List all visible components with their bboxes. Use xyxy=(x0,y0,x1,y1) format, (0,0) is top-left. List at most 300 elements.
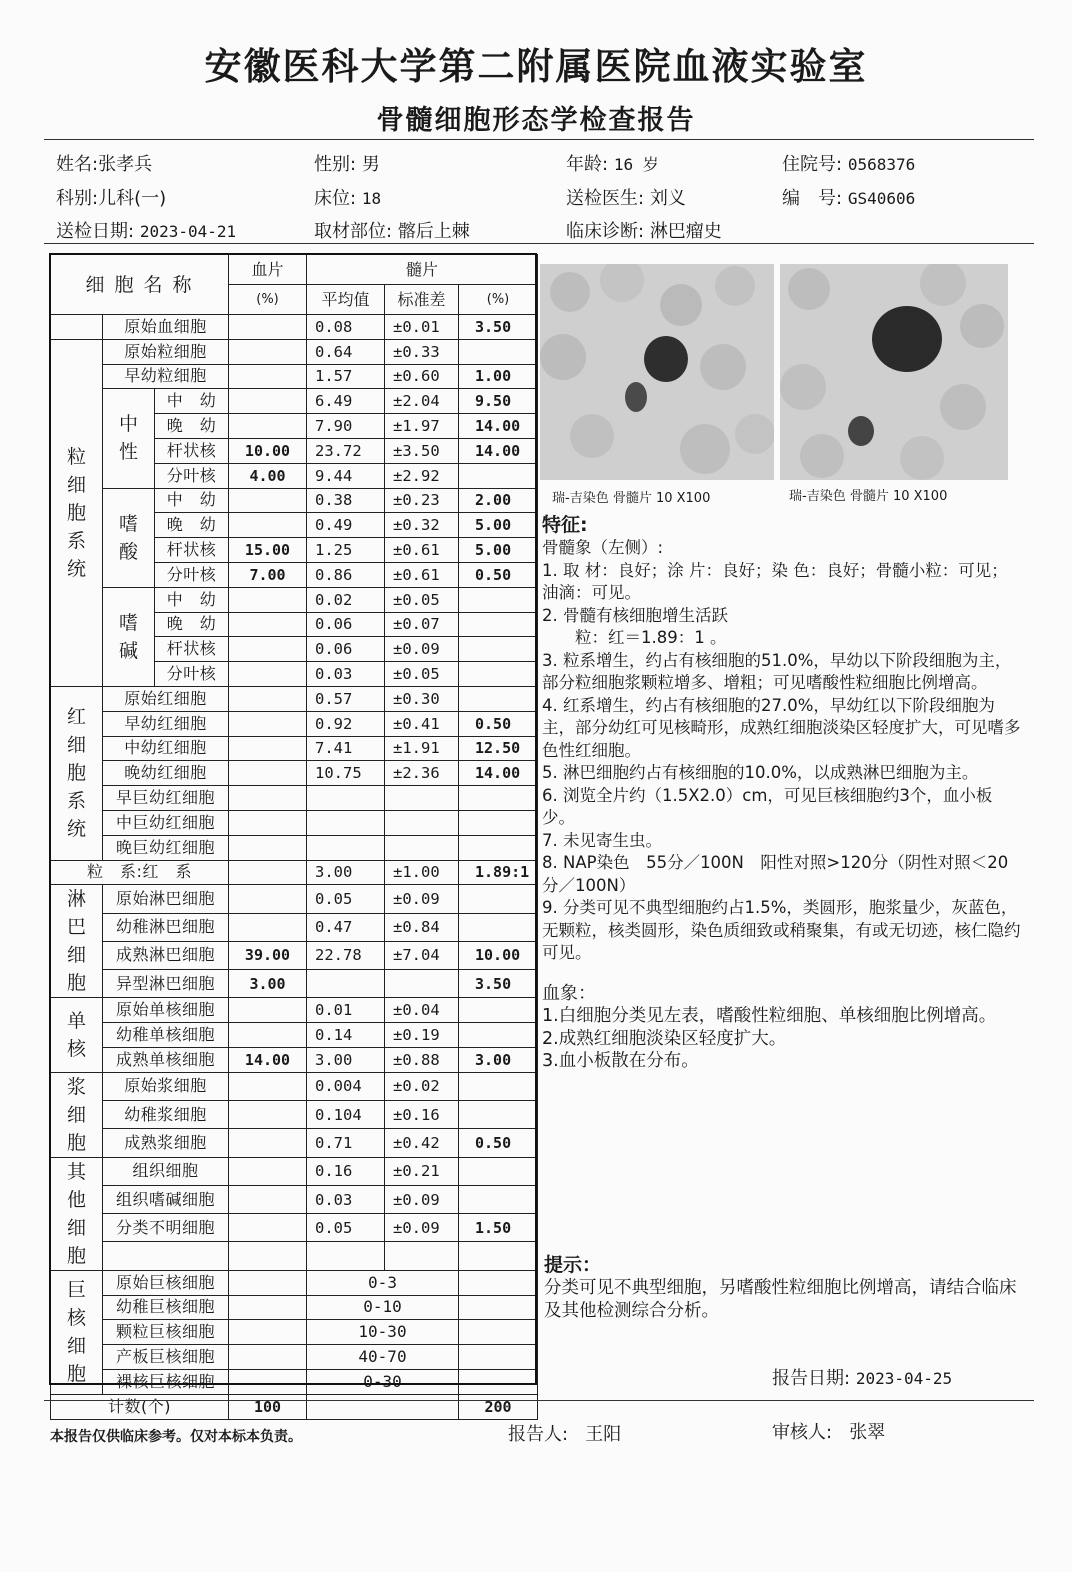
finding-line: 5. 淋巴细胞约占有核细胞的10.0%，以成熟淋巴细胞为主。 xyxy=(542,763,979,782)
mean-value: 0.71 xyxy=(307,1129,385,1157)
marrow-value: 0.50 xyxy=(459,562,538,587)
mean-value xyxy=(307,810,385,835)
mean-value: 0.06 xyxy=(307,612,385,637)
blood-value xyxy=(229,761,307,786)
table-row xyxy=(51,1185,538,1213)
blood-value xyxy=(229,860,307,885)
sd-value: ±0.33 xyxy=(385,339,459,364)
row-label: 杆状核 xyxy=(155,438,229,463)
row-label: 晚幼红细胞 xyxy=(103,761,229,786)
finding-line: 4. 红系增生，约占有核细胞的27.0%，早幼红以下阶段细胞为主，部分幼红可见核畸形，成熟红细胞淡染区轻度扩大，可见嗜多色性红细胞。 xyxy=(542,695,1021,760)
sample-site: 髂后上棘 xyxy=(397,221,470,242)
sd-value: ±0.30 xyxy=(385,686,459,711)
table-row xyxy=(51,1101,538,1129)
blood-value xyxy=(229,339,307,364)
blood-value xyxy=(229,913,307,941)
reference-range: 0-10 xyxy=(307,1295,459,1320)
marrow-value: 3.00 xyxy=(459,1047,538,1072)
findings-title: 特征: xyxy=(542,514,588,536)
table-row xyxy=(51,786,538,811)
blood-value: 14.00 xyxy=(229,1047,307,1072)
marrow-heading: 骨髓象（左侧）: xyxy=(542,538,664,557)
table-row xyxy=(51,941,538,969)
sd-value xyxy=(385,835,459,860)
blood-value: 7.00 xyxy=(229,562,307,587)
subgroup-eos: 嗜酸 xyxy=(103,488,155,587)
blood-value xyxy=(229,637,307,662)
row-label: 早幼红细胞 xyxy=(103,711,229,736)
marrow-value xyxy=(459,1270,538,1295)
marrow-value: 2.00 xyxy=(459,488,538,513)
blood-value xyxy=(229,612,307,637)
table-row xyxy=(51,587,538,612)
marrow-value: 12.50 xyxy=(459,736,538,761)
clinical-diagnosis: 淋巴瘤史 xyxy=(649,221,722,242)
row-label: 晚 幼 xyxy=(155,612,229,637)
table-row xyxy=(51,1369,538,1394)
blood-value xyxy=(229,736,307,761)
table-row xyxy=(51,315,538,340)
marrow-value xyxy=(459,1101,538,1129)
sd-value: ±0.42 xyxy=(385,1129,459,1157)
mean-value: 0.16 xyxy=(307,1157,385,1185)
row-label: 幼稚巨核细胞 xyxy=(103,1295,229,1320)
row-label: 分叶核 xyxy=(155,463,229,488)
blood-value xyxy=(229,488,307,513)
table-row xyxy=(51,1072,538,1100)
sd-value: ±0.09 xyxy=(385,1185,459,1213)
marrow-value: 3.50 xyxy=(459,970,538,998)
blood-value xyxy=(229,389,307,414)
blood-value xyxy=(229,1320,307,1345)
marrow-value: 0.50 xyxy=(459,1129,538,1157)
mean-value xyxy=(307,1242,385,1270)
hint-block xyxy=(544,1250,1022,1323)
sd-value: ±1.00 xyxy=(385,860,459,885)
mean-value: 0.06 xyxy=(307,637,385,662)
blood-value xyxy=(229,1345,307,1370)
row-label: 中 幼 xyxy=(155,587,229,612)
marrow-value: 9.50 xyxy=(459,389,538,414)
row-label: 裸核巨核细胞 xyxy=(103,1369,229,1394)
marrow-value xyxy=(459,1295,538,1320)
finding-line: 9. 分类可见不典型细胞约占1.5%，类圆形，胞浆量少，灰蓝色，无颗粒，核类圆形，染色质细致或稍聚集，有或无切迹，核仁隐约可见。 xyxy=(542,898,1021,962)
info-rule xyxy=(44,243,1034,244)
marrow-value xyxy=(459,587,538,612)
sd-value: ±2.92 xyxy=(385,463,459,488)
header-blood: 血片 xyxy=(229,255,307,285)
blood-value: 3.00 xyxy=(229,970,307,998)
sd-value: ±0.05 xyxy=(385,662,459,687)
table-row xyxy=(51,1242,538,1270)
patient-sex: 男 xyxy=(361,154,380,175)
count-blood: 100 xyxy=(229,1394,307,1419)
sd-value: ±0.09 xyxy=(385,637,459,662)
blood-value xyxy=(229,1072,307,1100)
blood-value xyxy=(229,1023,307,1048)
group-ery: 红细胞系统 xyxy=(51,686,103,860)
count-label: 计数(个) xyxy=(51,1394,229,1419)
row-label: 晚 幼 xyxy=(155,414,229,439)
marrow-value xyxy=(459,1369,538,1394)
sd-value: ±0.02 xyxy=(385,1072,459,1100)
finding-line: 8. NAP染色 55分／100N 阳性对照>120分（阴性对照＜20分／100N） xyxy=(542,853,1009,895)
marrow-value xyxy=(459,1157,538,1185)
header-marrow: 髓片 xyxy=(307,255,538,285)
blood-value xyxy=(229,686,307,711)
group-blank xyxy=(51,315,103,340)
marrow-value: 3.50 xyxy=(459,315,538,340)
blood-value xyxy=(229,1185,307,1213)
finding-line: 2. 骨髓有核细胞增生活跃 xyxy=(542,605,728,625)
row-label: 杆状核 xyxy=(155,538,229,563)
bed-number: 18 xyxy=(361,189,382,208)
mean-value xyxy=(307,835,385,860)
table-row xyxy=(51,1345,538,1370)
mean-value: 0.03 xyxy=(307,1185,385,1213)
blood-value: 4.00 xyxy=(229,463,307,488)
marrow-value xyxy=(459,786,538,811)
blood-value: 15.00 xyxy=(229,538,307,563)
hospital-title: 安徽医科大学第二附属医院血液实验室 xyxy=(204,44,868,88)
blood-finding-line: 2.成熟红细胞淡染区轻度扩大。 xyxy=(542,1028,787,1049)
table-row xyxy=(51,711,538,736)
mean-value: 7.90 xyxy=(307,414,385,439)
table-row xyxy=(51,488,538,513)
blood-value xyxy=(229,1270,307,1295)
sd-value: ±0.21 xyxy=(385,1157,459,1185)
hint-text: 分类可见不典型细胞，另嗜酸性粒细胞比例增高，请结合临床及其他检测综合分析。 xyxy=(544,1278,1017,1321)
group-plasma: 浆细胞 xyxy=(51,1072,103,1157)
mean-value: 6.49 xyxy=(307,389,385,414)
row-label: 中 幼 xyxy=(155,488,229,513)
reference-range: 0-30 xyxy=(307,1369,459,1394)
marrow-value xyxy=(459,612,538,637)
header-rule xyxy=(44,139,1034,140)
cell-count-table xyxy=(50,254,538,1420)
group-gran: 粒细胞系统 xyxy=(51,339,103,686)
row-label: 幼稚淋巴细胞 xyxy=(103,913,229,941)
table-row xyxy=(51,1214,538,1242)
blood-value xyxy=(229,885,307,913)
mean-value: 0.01 xyxy=(307,998,385,1023)
sd-value: ±0.19 xyxy=(385,1023,459,1048)
blood-finding-line: 3.血小板散在分布。 xyxy=(542,1051,699,1071)
marrow-value xyxy=(459,810,538,835)
table-row xyxy=(51,970,538,998)
sd-value xyxy=(385,786,459,811)
header-mean: 平均值 xyxy=(307,285,385,315)
blood-finding-line: 1.白细胞分类见左表，嗜酸性粒细胞、单核细胞比例增高。 xyxy=(542,1006,997,1026)
micrograph-2 xyxy=(780,264,1008,480)
table-row xyxy=(51,761,538,786)
row-label: 颗粒巨核细胞 xyxy=(103,1320,229,1345)
row-label: 原始浆细胞 xyxy=(103,1072,229,1100)
table-row xyxy=(51,835,538,860)
header-marrow-pct: (%) xyxy=(459,285,538,315)
finding-line: 6. 浏览全片约（1.5X2.0）cm，可见巨核细胞约3个，血小板少。 xyxy=(542,785,993,827)
table-row xyxy=(51,1295,538,1320)
row-label: 分叶核 xyxy=(155,562,229,587)
marrow-value xyxy=(459,998,538,1023)
findings xyxy=(542,510,1024,1073)
disclaimer: 本报告仅供临床参考。仅对本标本负责。 xyxy=(50,1429,302,1445)
blood-value xyxy=(229,315,307,340)
mean-value: 3.00 xyxy=(307,860,385,885)
sd-value: ±0.07 xyxy=(385,612,459,637)
row-label: 成熟浆细胞 xyxy=(103,1129,229,1157)
finding-line: 粒：红＝1.89：1 。 xyxy=(542,628,727,647)
mean-value: 0.104 xyxy=(307,1101,385,1129)
row-label: 幼稚浆细胞 xyxy=(103,1101,229,1129)
blood-value xyxy=(229,1101,307,1129)
header-cell-name: 细 胞 名 称 xyxy=(51,255,229,315)
reference-range: 10-30 xyxy=(307,1320,459,1345)
sd-value: ±0.05 xyxy=(385,587,459,612)
blood-value xyxy=(229,662,307,687)
patient-name: 张孝兵 xyxy=(98,154,153,175)
subgroup-neut: 中性 xyxy=(103,389,155,488)
reference-range: 0-3 xyxy=(307,1270,459,1295)
row-label: 早巨幼红细胞 xyxy=(103,786,229,811)
mean-value: 10.75 xyxy=(307,761,385,786)
row-label: 原始巨核细胞 xyxy=(103,1270,229,1295)
table-row xyxy=(51,736,538,761)
group-mega: 巨核细胞 xyxy=(51,1270,103,1394)
mean-value: 0.38 xyxy=(307,488,385,513)
mean-value xyxy=(307,786,385,811)
row-label: 中 幼 xyxy=(155,389,229,414)
row-label: 粒 系:红 系 xyxy=(51,860,229,885)
report-title: 骨髓细胞形态学检查报告 xyxy=(376,105,696,136)
table-row xyxy=(51,1023,538,1048)
marrow-value xyxy=(459,1072,538,1100)
mean-value: 0.49 xyxy=(307,513,385,538)
sd-value: ±3.50 xyxy=(385,438,459,463)
row-label: 成熟单核细胞 xyxy=(103,1047,229,1072)
table-row xyxy=(51,885,538,913)
blood-value xyxy=(229,1129,307,1157)
marrow-value xyxy=(459,686,538,711)
count-row xyxy=(51,1394,538,1419)
mean-value: 0.05 xyxy=(307,885,385,913)
micrograph-1-caption: 瑞-吉染色 骨髓片 10 X100 xyxy=(552,491,711,506)
row-label: 原始血细胞 xyxy=(103,315,229,340)
mean-value: 0.47 xyxy=(307,913,385,941)
row-label: 组织嗜碱细胞 xyxy=(103,1185,229,1213)
row-label: 晚巨幼红细胞 xyxy=(103,835,229,860)
marrow-value xyxy=(459,1185,538,1213)
table-row xyxy=(51,1129,538,1157)
sd-value: ±1.97 xyxy=(385,414,459,439)
sd-value: ±1.91 xyxy=(385,736,459,761)
blood-value: 39.00 xyxy=(229,941,307,969)
sd-value: ±0.01 xyxy=(385,315,459,340)
table-row xyxy=(51,1157,538,1185)
sd-value: ±0.41 xyxy=(385,711,459,736)
marrow-value: 5.00 xyxy=(459,513,538,538)
finding-line: 1. 取 材：良好；涂 片：良好；染 色：良好；骨髓小粒：可见；油滴：可见。 xyxy=(542,560,1008,602)
blood-value xyxy=(229,786,307,811)
mean-value: 0.03 xyxy=(307,662,385,687)
micrograph-2-caption: 瑞-吉染色 骨髓片 10 X100 xyxy=(789,489,948,504)
marrow-value: 5.00 xyxy=(459,538,538,563)
row-label: 分类不明细胞 xyxy=(103,1214,229,1242)
row-label: 幼稚单核细胞 xyxy=(103,1023,229,1048)
sd-value: ±0.04 xyxy=(385,998,459,1023)
header-sd: 标准差 xyxy=(385,285,459,315)
hint-title: 提示： xyxy=(544,1254,602,1276)
admission-number: 0568376 xyxy=(847,155,916,174)
row-label: 原始红细胞 xyxy=(103,686,229,711)
row-label: 产板巨核细胞 xyxy=(103,1345,229,1370)
footer-rule xyxy=(44,1400,1034,1401)
mean-value: 9.44 xyxy=(307,463,385,488)
row-label: 分叶核 xyxy=(155,662,229,687)
mean-value: 7.41 xyxy=(307,736,385,761)
marrow-value: 14.00 xyxy=(459,414,538,439)
marrow-value xyxy=(459,463,538,488)
sd-value: ±0.60 xyxy=(385,364,459,389)
blood-value xyxy=(229,1157,307,1185)
blood-value xyxy=(229,998,307,1023)
blood-heading: 血象： xyxy=(542,982,596,1004)
mean-value: 1.57 xyxy=(307,364,385,389)
referring-doctor: 刘义 xyxy=(649,188,686,209)
mean-value: 1.25 xyxy=(307,538,385,563)
group-other: 其他细胞 xyxy=(51,1157,103,1270)
table-row xyxy=(51,339,538,364)
mean-value: 0.57 xyxy=(307,686,385,711)
sd-value xyxy=(385,970,459,998)
blood-value xyxy=(229,835,307,860)
sd-value: ±0.16 xyxy=(385,1101,459,1129)
blood-value xyxy=(229,513,307,538)
sd-value: ±0.32 xyxy=(385,513,459,538)
marrow-value: 0.50 xyxy=(459,711,538,736)
table-row xyxy=(51,1320,538,1345)
sample-code: GS40606 xyxy=(847,189,916,208)
marrow-value xyxy=(459,1345,538,1370)
marrow-value xyxy=(459,1320,538,1345)
sd-value xyxy=(385,1242,459,1270)
mean-value: 0.86 xyxy=(307,562,385,587)
sd-value: ±0.61 xyxy=(385,562,459,587)
row-label: 中巨幼红细胞 xyxy=(103,810,229,835)
table-row xyxy=(51,860,538,885)
blood-value xyxy=(229,1214,307,1242)
blood-value xyxy=(229,364,307,389)
marrow-value: 1.89:1 xyxy=(459,860,538,885)
group-mono: 单核 xyxy=(51,998,103,1072)
report-date: 2023-04-25 xyxy=(855,1369,953,1388)
blood-value xyxy=(229,414,307,439)
marrow-value: 14.00 xyxy=(459,438,538,463)
mean-value: 0.92 xyxy=(307,711,385,736)
marrow-value xyxy=(459,885,538,913)
sd-value: ±0.84 xyxy=(385,913,459,941)
sd-value: ±7.04 xyxy=(385,941,459,969)
finding-line: 3. 粒系增生，约占有核细胞的51.0%，早幼以下阶段细胞为主，部分粒细胞浆颗粒增多、增粗；可见嗜酸性粒细胞比例增高。 xyxy=(542,650,1012,692)
marrow-value: 10.00 xyxy=(459,941,538,969)
table-row xyxy=(51,364,538,389)
row-label xyxy=(103,1242,229,1270)
marrow-value xyxy=(459,913,538,941)
patient-age: 16 岁 xyxy=(613,155,659,174)
blood-value xyxy=(229,587,307,612)
mean-value: 0.14 xyxy=(307,1023,385,1048)
sd-value xyxy=(385,810,459,835)
table-row xyxy=(51,686,538,711)
blood-value: 10.00 xyxy=(229,438,307,463)
count-spacer xyxy=(307,1394,459,1419)
group-lym: 淋巴细胞 xyxy=(51,885,103,998)
mean-value: 0.08 xyxy=(307,315,385,340)
marrow-value xyxy=(459,1023,538,1048)
table-row xyxy=(51,810,538,835)
row-label: 组织细胞 xyxy=(103,1157,229,1185)
row-label: 原始淋巴细胞 xyxy=(103,885,229,913)
marrow-value xyxy=(459,339,538,364)
marrow-value: 1.50 xyxy=(459,1214,538,1242)
reporter-name: 王阳 xyxy=(585,1424,622,1445)
row-label: 晚 幼 xyxy=(155,513,229,538)
blood-value xyxy=(229,711,307,736)
header-blood-pct: (%) xyxy=(229,285,307,315)
marrow-value xyxy=(459,835,538,860)
row-label: 异型淋巴细胞 xyxy=(103,970,229,998)
mean-value: 0.05 xyxy=(307,1214,385,1242)
table-row xyxy=(51,1270,538,1295)
blood-value xyxy=(229,810,307,835)
blood-value xyxy=(229,1242,307,1270)
blood-value xyxy=(229,1295,307,1320)
blood-value xyxy=(229,1369,307,1394)
row-label: 原始粒细胞 xyxy=(103,339,229,364)
marrow-value xyxy=(459,662,538,687)
department: 儿科(一) xyxy=(98,188,167,209)
micrograph-1 xyxy=(540,264,774,480)
sd-value: ±0.09 xyxy=(385,1214,459,1242)
table-row xyxy=(51,913,538,941)
table-row xyxy=(51,389,538,414)
row-label: 早幼粒细胞 xyxy=(103,364,229,389)
reference-range: 40-70 xyxy=(307,1345,459,1370)
sd-value: ±0.09 xyxy=(385,885,459,913)
sd-value: ±0.23 xyxy=(385,488,459,513)
row-label: 原始单核细胞 xyxy=(103,998,229,1023)
mean-value: 22.78 xyxy=(307,941,385,969)
sd-value: ±0.61 xyxy=(385,538,459,563)
mean-value: 3.00 xyxy=(307,1047,385,1072)
reviewer-name: 张翠 xyxy=(849,1422,886,1443)
mean-value: 0.64 xyxy=(307,339,385,364)
marrow-value xyxy=(459,637,538,662)
sd-value: ±0.88 xyxy=(385,1047,459,1072)
table-row xyxy=(51,1047,538,1072)
row-label: 杆状核 xyxy=(155,637,229,662)
marrow-value: 14.00 xyxy=(459,761,538,786)
row-label: 中幼红细胞 xyxy=(103,736,229,761)
mean-value: 23.72 xyxy=(307,438,385,463)
mean-value: 0.004 xyxy=(307,1072,385,1100)
sd-value: ±2.04 xyxy=(385,389,459,414)
mean-value xyxy=(307,970,385,998)
finding-line: 7. 未见寄生虫。 xyxy=(542,830,662,850)
row-label: 成熟淋巴细胞 xyxy=(103,941,229,969)
mean-value: 0.02 xyxy=(307,587,385,612)
sd-value: ±2.36 xyxy=(385,761,459,786)
